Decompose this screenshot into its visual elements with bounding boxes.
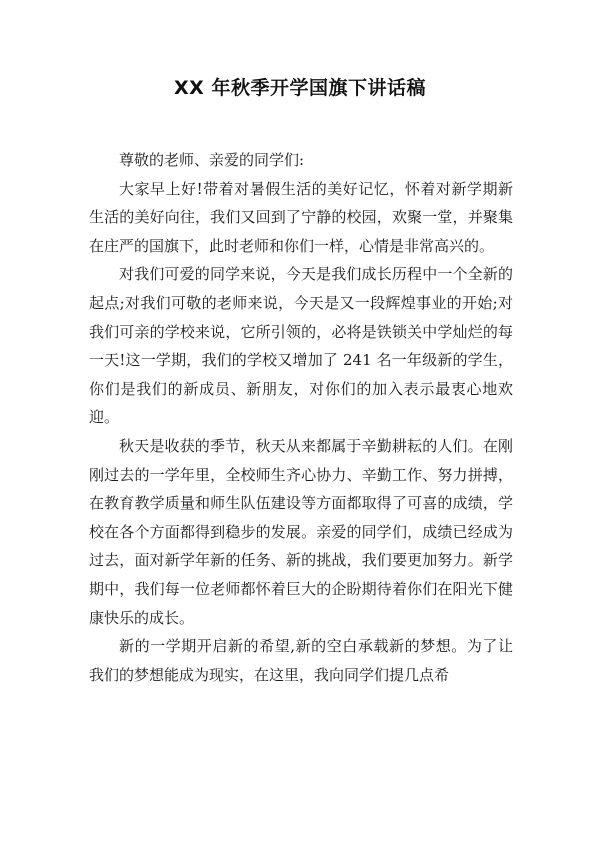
paragraph: 对我们可爱的同学来说，今天是我们成长历程中一个全新的起点;对我们可敬的老师来说，今天是又一段辉煌事业的开始;对我们可亲的学校来说，它所引领的，必将是铁锁关中学灿烂的每一天!这一学期，我们的学校又增加了 241 名一年级新的学生，你们是我们的新成员、新朋友，对你们的加入表示最衷心地欢迎。 xyxy=(89,265,513,427)
paragraph: 秋天是收获的季节，秋天从来都属于辛勤耕耘的人们。在刚刚过去的一学年里，全校师生齐心协力、辛勤工作、努力拼搏，在教育教学质量和师生队伍建设等方面都取得了可喜的成绩，学校在各个方面都得到稳步的发展。亲爱的同学们，成绩已经成为过去，面对新学年新的任务、新的挑战，我们要更加努力。新学期中，我们每一位老师都怀着巨大的企盼期待着你们在阳光下健康快乐的成长。 xyxy=(89,436,513,627)
salutation: 尊敬的老师、亲爱的同学们: xyxy=(119,151,305,169)
document-title: XX 年秋季开学国旗下讲话稿 xyxy=(174,77,426,99)
document-body xyxy=(89,146,513,689)
paragraph: 大家早上好!带着对暑假生活的美好记忆，怀着对新学期新生活的美好向往，我们又回到了宁静的校园，欢聚一堂，并聚集在庄严的国旗下，此时老师和你们一样，心情是非常高兴的。 xyxy=(89,179,513,255)
paragraph: 新的一学期开启新的希望,新的空白承载新的梦想。为了让我们的梦想能成为现实，在这里，我向同学们提几点希 xyxy=(89,637,513,684)
